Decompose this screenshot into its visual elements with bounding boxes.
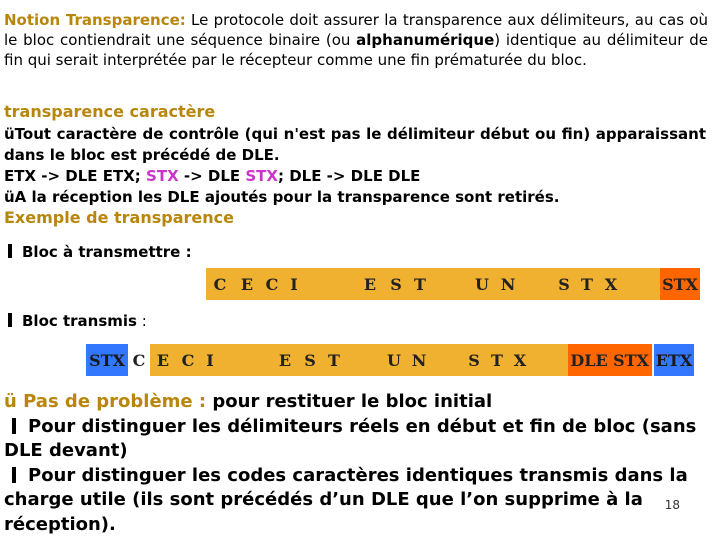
- page-number: 18: [664, 498, 680, 512]
- block1-cell: C: [206, 268, 234, 300]
- block2-cell: I: [200, 344, 220, 376]
- block2-cell-stx: STX: [610, 344, 652, 376]
- block2-cell: [346, 344, 382, 376]
- block1-cell: T: [576, 268, 598, 300]
- block2-cell: T: [486, 344, 508, 376]
- block1-cell: [624, 268, 660, 300]
- bold-word: alphanumérique: [356, 31, 495, 49]
- rule-3: üA la réception les DLE ajoutés pour la transparence sont retirés.: [4, 188, 560, 206]
- block2-row: [86, 344, 694, 376]
- block2-cell: [532, 344, 568, 376]
- block1-cell: N: [494, 268, 522, 300]
- block2-label: Bloc transmis :: [8, 312, 147, 330]
- rule-1: üTout caractère de contrôle (qui n'est pas le délimiteur début ou fin) apparaissant dans le bloc est précédé de DLE.: [4, 125, 706, 164]
- block2-cell-etx: ETX: [654, 344, 694, 376]
- conclusion-block: [4, 390, 716, 537]
- block2-cell: T: [322, 344, 346, 376]
- block2-cell-dle: DLE: [568, 344, 610, 376]
- block2-cell: N: [406, 344, 432, 376]
- block2-cell: E: [150, 344, 176, 376]
- block2-cell: [432, 344, 462, 376]
- block2-cell: [220, 344, 272, 376]
- block1-cell: [304, 268, 356, 300]
- block1-cell: C: [260, 268, 284, 300]
- no-problem-label: Pas de problème :: [23, 391, 207, 412]
- block1-label: Bloc à transmettre :: [8, 243, 192, 261]
- rule-2: ETX -> DLE ETX; STX -> DLE STX; DLE -> DLE DLE: [4, 167, 421, 185]
- bullet-bar-icon: [12, 418, 16, 434]
- conclusion-line-3: Pour distinguer les codes caractères identiques transmis dans la charge utile (ils sont précédés d’un DLE que l’on supprime à la réception).: [4, 464, 688, 535]
- block1-cell: [432, 268, 470, 300]
- block1-cell: E: [234, 268, 260, 300]
- block2-cell: S: [298, 344, 322, 376]
- block2-cell: X: [508, 344, 532, 376]
- bullet-bar-icon: [8, 244, 12, 258]
- block1-row: [206, 268, 700, 300]
- block1-cell: S: [552, 268, 576, 300]
- transparence-heading: Notion Transparence:: [4, 11, 186, 29]
- conclusion-line-2: Pour distinguer les délimiteurs réels en début et fin de bloc (sans DLE devant): [4, 415, 697, 461]
- bullet-bar-icon: [8, 313, 12, 327]
- conclusion-line-1: ü Pas de problème : pour restituer le bloc initial: [4, 391, 493, 412]
- block2-cell: C: [128, 344, 150, 376]
- block2-cell: C: [176, 344, 200, 376]
- check-icon: ü: [4, 391, 24, 412]
- block1-cell: E: [356, 268, 384, 300]
- block2-cell: U: [382, 344, 406, 376]
- block1-cell-stx: STX: [660, 268, 700, 300]
- block1-cell: [522, 268, 552, 300]
- block2-cell-stx: STX: [86, 344, 128, 376]
- block2-cell: S: [462, 344, 486, 376]
- block1-cell: S: [384, 268, 408, 300]
- section-title-transparence: transparence caractère: [4, 102, 216, 121]
- block1-cell: U: [470, 268, 494, 300]
- block1-cell: X: [598, 268, 624, 300]
- block2-cell: E: [272, 344, 298, 376]
- bullet-bar-icon: [12, 467, 16, 483]
- rules-block: [4, 124, 706, 208]
- block1-cell: T: [408, 268, 432, 300]
- intro-paragraph: Notion Transparence: Le protocole doit assurer la transparence aux délimiteurs, au cas où le bloc contiendrait une séquence binaire (ou alphanumérique) identique au délimiteur de fin qui serait interprétée par le récepteur comme une fin prématurée du bloc.: [4, 11, 709, 69]
- example-title: Exemple de transparence: [4, 208, 234, 227]
- block1-cell: I: [284, 268, 304, 300]
